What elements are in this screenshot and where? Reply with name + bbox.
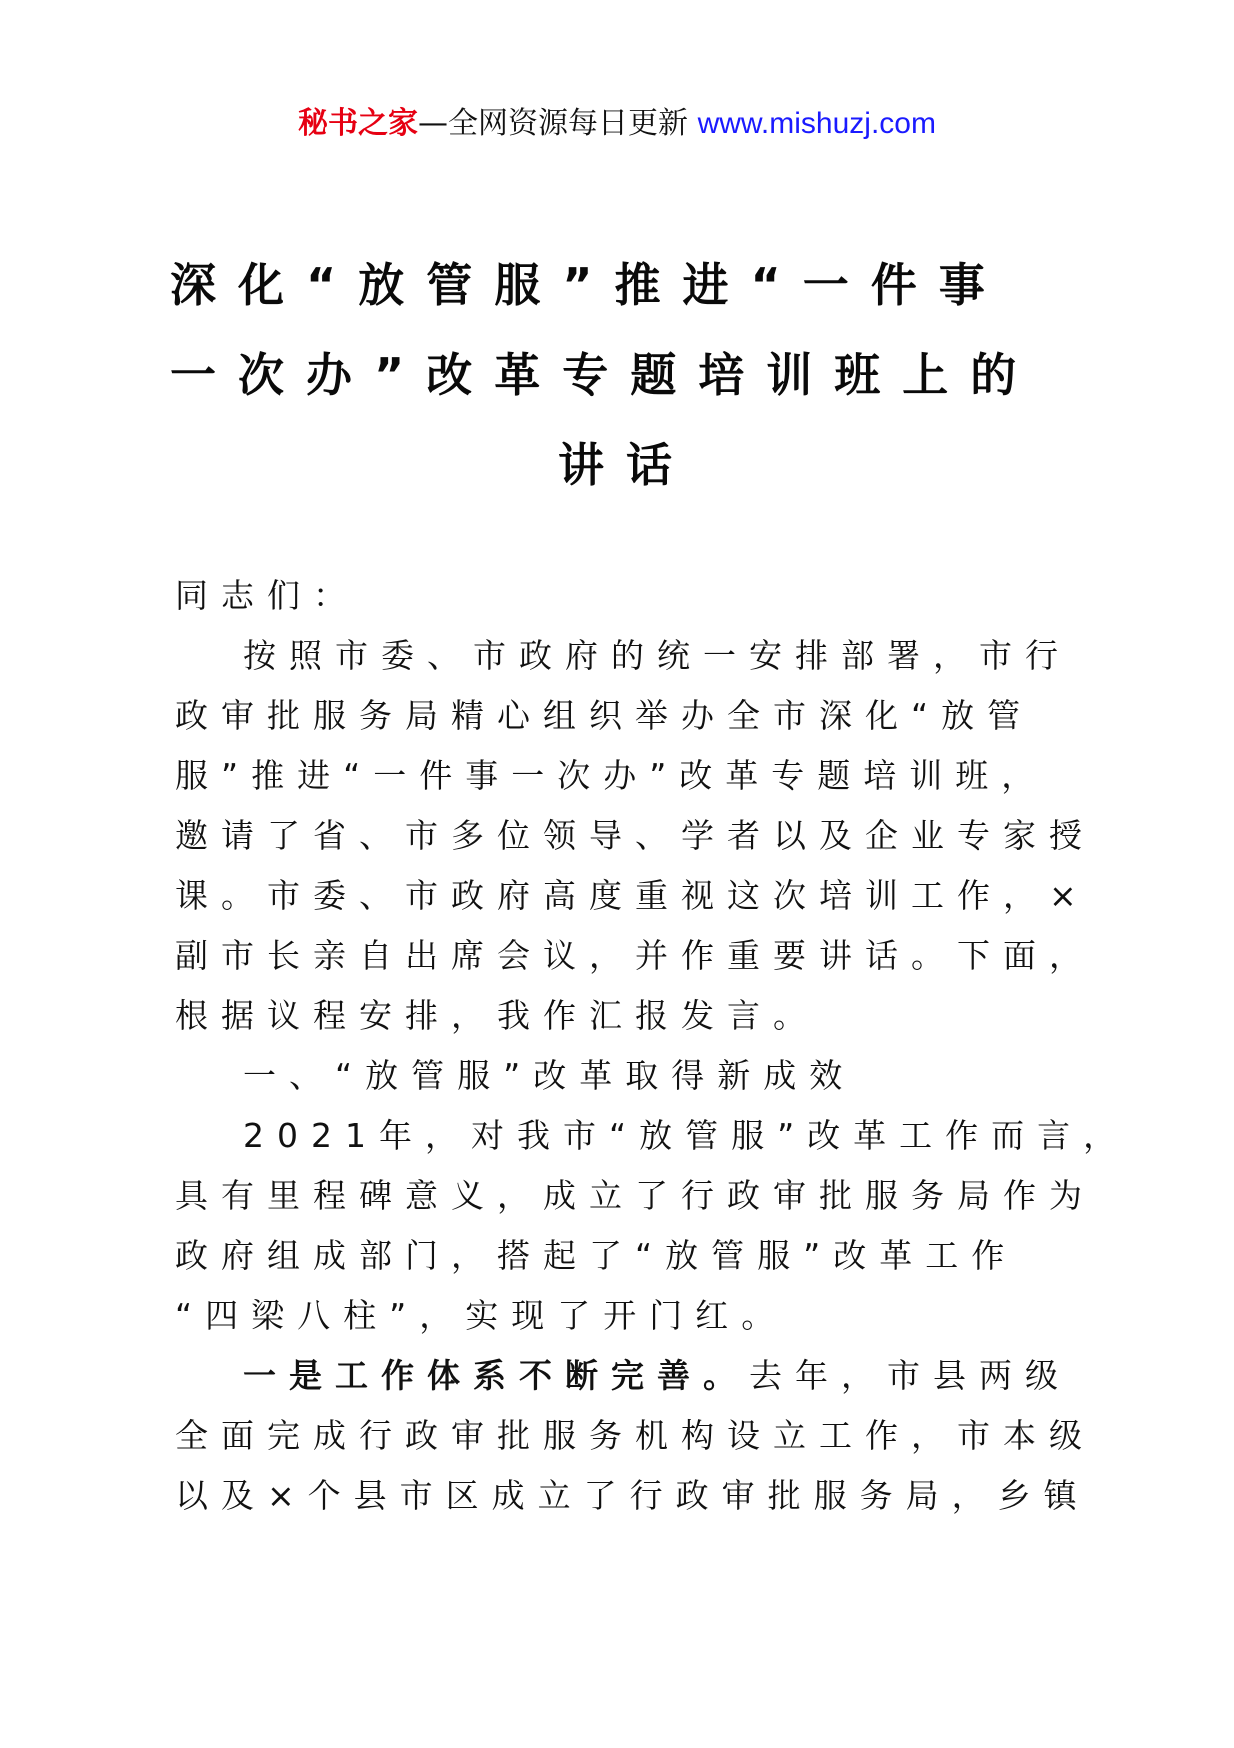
title-line-2: 一次办”改革专题培训班上的 — [170, 348, 1039, 402]
paragraph-line: 政审批服务局精心组织举办全市深化“放管 — [175, 696, 1034, 735]
point-heading: 一是工作体系不断完善。 — [243, 1356, 749, 1395]
paragraph-line: 全面完成行政审批服务机构设立工作，市本级 — [175, 1416, 1095, 1455]
point-text: 去年，市县两级 — [749, 1356, 1071, 1395]
document-body — [175, 566, 1130, 1526]
paragraph-line: 政府组成部门，搭起了“放管服”改革工作 — [175, 1236, 1018, 1275]
paragraph-line: 服”推进“一件事一次办”改革专题培训班， — [175, 756, 1048, 795]
paragraph-line: “四梁八柱”，实现了开门红。 — [175, 1296, 788, 1335]
paragraph-line: 以及×个县市区成立了行政审批服务局，乡镇 — [175, 1476, 1090, 1515]
paragraph-line: 根据议程安排，我作汇报发言。 — [175, 996, 819, 1035]
section-heading: 一、“放管服”改革取得新成效 — [243, 1056, 856, 1095]
site-url-link[interactable]: www.mishuzj.com — [697, 107, 936, 140]
header-slogan: —全网资源每日更新 — [418, 106, 689, 141]
greeting: 同志们： — [175, 576, 359, 615]
title-line-3: 讲话 — [558, 438, 694, 492]
title-line-1: 深化“放管服”推进“一件事 — [170, 258, 1007, 312]
paragraph-line: 课。市委、市政府高度重视这次培训工作，× — [175, 876, 1090, 915]
document-title — [170, 240, 1070, 510]
paragraph-line: 按照市委、市政府的统一安排部署，市行 — [243, 636, 1071, 675]
paragraph-line — [175, 1346, 1095, 1406]
paragraph-line: 邀请了省、市多位领导、学者以及企业专家授 — [175, 816, 1095, 855]
brand-name: 秘书之家 — [298, 106, 419, 141]
paragraph-line: 副市长亲自出席会议，并作重要讲话。下面， — [175, 936, 1095, 975]
site-header — [0, 100, 1234, 148]
paragraph-line: 2021年，对我市“放管服”改革工作而言， — [243, 1116, 1130, 1155]
paragraph-line: 具有里程碑意义，成立了行政审批服务局作为 — [175, 1176, 1095, 1215]
